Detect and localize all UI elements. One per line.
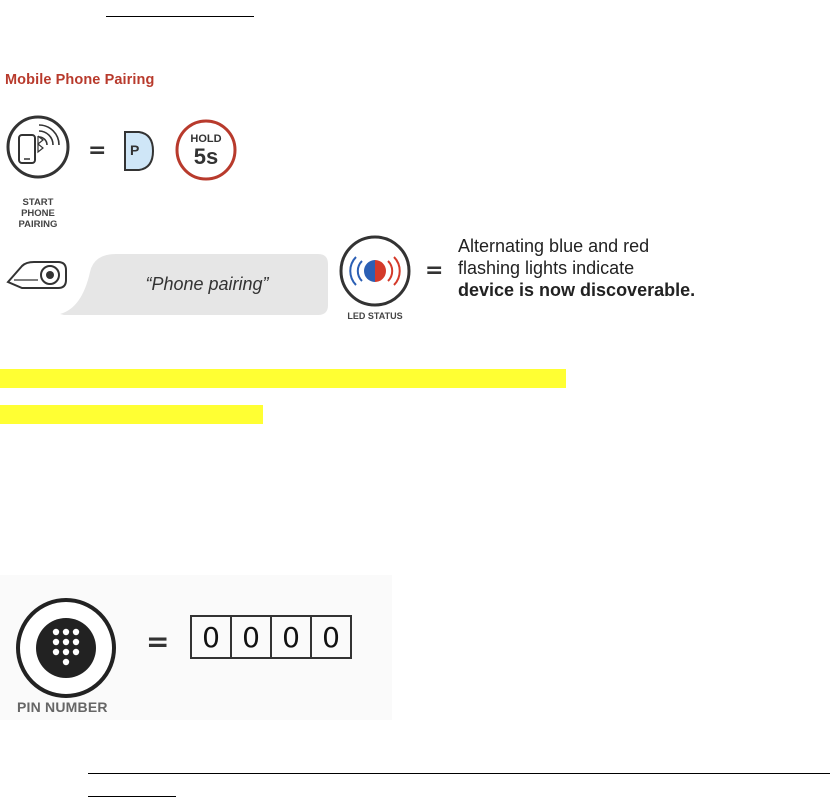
led-description — [458, 235, 818, 301]
equals-sign: = — [88, 138, 107, 163]
led-description-bold-line: device is now discoverable. — [458, 280, 696, 300]
pin-digit: 0 — [192, 617, 232, 657]
equals-sign: = — [425, 258, 444, 283]
pin-digit: 0 — [322, 620, 340, 654]
phone-button-letter: P — [130, 142, 140, 158]
bottom-underline — [88, 773, 830, 774]
phone-button — [121, 130, 155, 172]
led-status-icon — [338, 234, 412, 308]
top-underline — [106, 16, 254, 17]
start-label-line: PHONE — [21, 208, 55, 219]
bottom-underline-short — [88, 796, 176, 797]
headset-icon — [4, 256, 70, 296]
pin-digit: 0 — [272, 617, 312, 657]
equals-sign: = — [146, 625, 170, 658]
phone-pairing-icon — [5, 114, 71, 180]
hold-value: 5s — [193, 144, 219, 169]
pin-digit-boxes — [190, 615, 352, 659]
voice-prompt-text: “Phone pairing” — [145, 274, 269, 294]
pin-number-label: PIN NUMBER — [17, 699, 108, 715]
pin-digit: 0 — [232, 617, 272, 657]
start-label-line: PAIRING — [18, 219, 58, 230]
led-status-label: LED STATUS — [347, 311, 403, 321]
led-description-line: Alternating blue and red — [458, 236, 650, 256]
hold-top-label: HOLD — [190, 133, 222, 145]
led-description-line: flashing lights indicate — [458, 258, 635, 278]
section-title: Mobile Phone Pairing — [5, 72, 155, 88]
highlight-bar — [0, 405, 263, 424]
keypad-icon — [10, 596, 122, 708]
hold-icon — [174, 118, 238, 182]
start-phone-pairing-label — [8, 197, 68, 230]
highlight-bar — [0, 369, 566, 388]
start-label-line: START — [22, 197, 54, 208]
